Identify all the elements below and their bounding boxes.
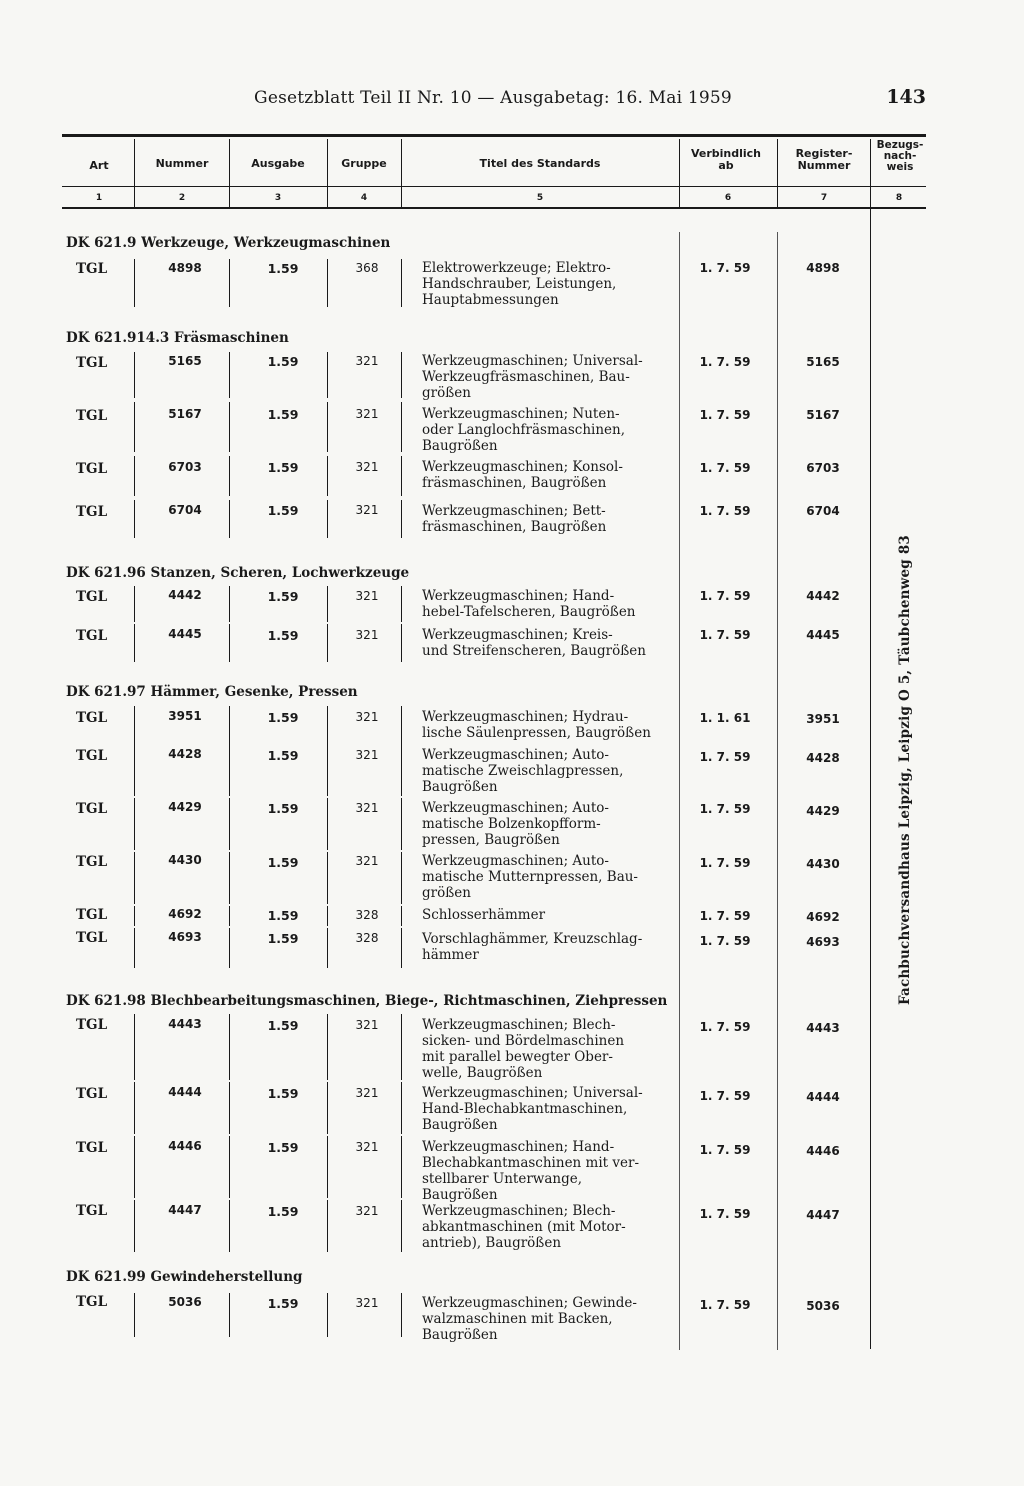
cell-register: 4444 [806,1090,840,1104]
cell-art: TGL [76,589,108,605]
cell-verbindlich: 1. 7. 59 [699,1020,751,1034]
cell-nummer: 3951 [168,709,202,723]
row-sep [327,852,328,904]
row-sep [229,852,230,904]
cell-register: 6703 [806,461,840,475]
head-sep [401,139,402,209]
cell-gruppe: 321 [355,1296,379,1310]
row-sep [327,744,328,796]
cell-register: 4442 [806,589,840,603]
cell-nummer: 4446 [168,1139,202,1153]
cell-art: TGL [76,504,108,520]
cell-nummer: 5036 [168,1295,202,1309]
row-sep [401,1014,402,1080]
cell-titel: Werkzeugmaschinen; Hand- hebel-Tafelscheren, Baugrößen [422,588,636,620]
cell-nummer: 6704 [168,503,202,517]
row-sep [229,1293,230,1337]
cell-ausgabe: 1.59 [267,1086,299,1101]
cell-register: 4898 [806,261,840,275]
col-num-2: 2 [178,193,186,203]
row-sep [401,744,402,796]
cell-register: 5036 [806,1299,840,1313]
row-sep [401,798,402,850]
cell-verbindlich: 1. 7. 59 [699,1207,751,1221]
row-sep [229,1136,230,1198]
row-sep [327,1293,328,1337]
cell-nummer: 4447 [168,1203,202,1217]
numbers-rule [62,207,926,209]
row-sep [401,1293,402,1337]
cell-art: TGL [76,408,108,424]
cell-ausgabe: 1.59 [267,628,299,643]
row-sep [134,1293,135,1337]
cell-ausgabe: 1.59 [267,931,299,946]
cell-titel: Werkzeugmaschinen; Kreis- und Streifenscheren, Baugrößen [422,627,646,659]
row-sep [134,798,135,850]
section-title: DK 621.96 Stanzen, Scheren, Lochwerkzeuge [66,565,410,581]
cell-register: 4430 [806,857,840,871]
cell-ausgabe: 1.59 [267,589,299,604]
cell-nummer: 4443 [168,1017,202,1031]
row-sep [401,586,402,622]
row-sep [327,906,328,926]
cell-ausgabe: 1.59 [267,261,299,276]
head-sep [870,139,871,1349]
cell-verbindlich: 1. 7. 59 [699,802,751,816]
cell-art: TGL [76,710,108,726]
col-num-5: 5 [536,193,544,203]
cell-gruppe: 321 [355,748,379,762]
cell-nummer: 5165 [168,354,202,368]
cell-register: 4428 [806,751,840,765]
row-sep [134,1082,135,1134]
row-sep [229,744,230,796]
row-sep [401,1200,402,1252]
cell-verbindlich: 1. 7. 59 [699,909,751,923]
section-title: DK 621.9 Werkzeuge, Werkzeugmaschinen [66,235,391,251]
head-sep [327,139,328,209]
section-title: DK 621.99 Gewindeherstellung [66,1269,303,1285]
col-header-nummer: Nummer [155,157,209,170]
cell-gruppe: 321 [355,1204,379,1218]
row-sep [401,259,402,307]
cell-art: TGL [76,801,108,817]
col-num-8: 8 [895,193,903,203]
row-sep [327,1200,328,1252]
cell-nummer: 4445 [168,627,202,641]
col-num-4: 4 [360,193,368,203]
row-sep [134,1200,135,1252]
cell-gruppe: 321 [355,503,379,517]
col-num-7: 7 [820,193,828,203]
body-sep [777,232,778,1350]
cell-titel: Vorschlaghämmer, Kreuzschlag- hämmer [422,931,643,963]
row-sep [401,928,402,968]
cell-art: TGL [76,748,108,764]
cell-verbindlich: 1. 7. 59 [699,355,751,369]
cell-ausgabe: 1.59 [267,1296,299,1311]
cell-ausgabe: 1.59 [267,801,299,816]
cell-nummer: 4429 [168,800,202,814]
cell-gruppe: 321 [355,1018,379,1032]
cell-verbindlich: 1. 7. 59 [699,261,751,275]
row-sep [134,259,135,307]
cell-ausgabe: 1.59 [267,503,299,518]
publisher-sidebar [893,534,917,1006]
cell-register: 4443 [806,1021,840,1035]
row-sep [134,928,135,968]
cell-art: TGL [76,907,108,923]
cell-ausgabe: 1.59 [267,908,299,923]
cell-register: 4445 [806,628,840,642]
cell-gruppe: 321 [355,460,379,474]
cell-nummer: 4430 [168,853,202,867]
cell-titel: Werkzeugmaschinen; Nuten- oder Langlochfräsmaschinen, Baugrößen [422,406,626,454]
cell-art: TGL [76,1140,108,1156]
row-sep [327,1014,328,1080]
cell-art: TGL [76,1294,108,1310]
cell-gruppe: 321 [355,1140,379,1154]
cell-titel: Elektrowerkzeuge; Elektro- Handschrauber, Leistungen, Hauptabmessungen [422,260,617,308]
cell-verbindlich: 1. 7. 59 [699,408,751,422]
cell-ausgabe: 1.59 [267,1140,299,1155]
row-sep [327,706,328,744]
cell-ausgabe: 1.59 [267,354,299,369]
cell-register: 4692 [806,910,840,924]
section-title: DK 621.98 Blechbearbeitungsmaschinen, Biege-, Richtmaschinen, Ziehpressen [66,993,668,1009]
cell-register: 4693 [806,935,840,949]
col-header-titel: Titel des Standards [479,157,601,170]
row-sep [401,456,402,496]
cell-nummer: 4898 [168,261,202,275]
top-rule [62,134,926,137]
row-sep [327,586,328,622]
cell-art: TGL [76,261,108,277]
cell-titel: Werkzeugmaschinen; Universal- Hand-Blechabkantmaschinen, Baugrößen [422,1085,643,1133]
row-sep [134,500,135,538]
row-sep [134,456,135,496]
cell-ausgabe: 1.59 [267,710,299,725]
cell-titel: Werkzeugmaschinen; Hydrau- lische Säulenpressen, Baugrößen [422,709,651,741]
cell-titel: Werkzeugmaschinen; Auto- matische Bolzenkopfform- pressen, Baugrößen [422,800,609,848]
row-sep [401,352,402,398]
head-sep [134,139,135,209]
cell-verbindlich: 1. 7. 59 [699,856,751,870]
cell-gruppe: 321 [355,801,379,815]
cell-art: TGL [76,355,108,371]
cell-ausgabe: 1.59 [267,460,299,475]
row-sep [401,402,402,452]
cell-verbindlich: 1. 7. 59 [699,628,751,642]
cell-gruppe: 321 [355,354,379,368]
row-sep [229,706,230,744]
row-sep [229,456,230,496]
col-header-gruppe: Gruppe [341,157,387,170]
cell-gruppe: 321 [355,407,379,421]
row-sep [327,798,328,850]
cell-nummer: 6703 [168,460,202,474]
cell-titel: Werkzeugmaschinen; Auto- matische Mutternpressen, Bau- größen [422,853,638,901]
cell-nummer: 4428 [168,747,202,761]
cell-verbindlich: 1. 7. 59 [699,1089,751,1103]
page-header [60,86,926,114]
row-sep [134,586,135,622]
cell-art: TGL [76,628,108,644]
cell-ausgabe: 1.59 [267,407,299,422]
cell-ausgabe: 1.59 [267,748,299,763]
col-header-verbindlich: Verbindlich ab [690,147,762,172]
row-sep [327,402,328,452]
cell-titel: Schlosserhämmer [422,907,546,923]
row-sep [229,352,230,398]
row-sep [401,1082,402,1134]
row-sep [229,906,230,926]
col-num-3: 3 [274,193,282,203]
row-sep [229,402,230,452]
cell-register: 5165 [806,355,840,369]
cell-gruppe: 321 [355,1086,379,1100]
cell-register: 4447 [806,1208,840,1222]
cell-register: 6704 [806,504,840,518]
col-num-6: 6 [724,193,732,203]
cell-register: 3951 [806,712,840,726]
cell-titel: Werkzeugmaschinen; Auto- matische Zweischlagpressen, Baugrößen [422,747,624,795]
col-num-1: 1 [95,193,103,203]
row-sep [134,352,135,398]
cell-gruppe: 321 [355,589,379,603]
cell-nummer: 4693 [168,930,202,944]
col-header-register: Register-Nummer [795,147,853,172]
cell-titel: Werkzeugmaschinen; Gewinde- walzmaschinen mit Backen, Baugrößen [422,1295,637,1343]
cell-art: TGL [76,461,108,477]
row-sep [229,1200,230,1252]
row-sep [134,744,135,796]
cell-art: TGL [76,854,108,870]
cell-gruppe: 328 [355,908,379,922]
body-sep [679,232,680,1350]
row-sep [134,706,135,744]
row-sep [401,500,402,538]
cell-gruppe: 321 [355,854,379,868]
publisher-address: Fachbuchversandhaus Leipzig, Leipzig O 5, Täubchenweg 83 [897,534,913,1006]
head-sep [679,139,680,209]
section-title: DK 621.97 Hämmer, Gesenke, Pressen [66,684,358,700]
cell-titel: Werkzeugmaschinen; Blech- sicken- und Bördelmaschinen mit parallel bewegter Ober- welle, Baugrößen [422,1017,625,1081]
row-sep [327,1136,328,1198]
row-sep [134,624,135,662]
head-sep [229,139,230,209]
row-sep [327,928,328,968]
row-sep [327,1082,328,1134]
col-header-ausgabe: Ausgabe [251,157,305,170]
row-sep [327,624,328,662]
cell-nummer: 4692 [168,907,202,921]
row-sep [401,706,402,744]
cell-art: TGL [76,1086,108,1102]
cell-art: TGL [76,1203,108,1219]
row-sep [401,906,402,926]
head-sep [777,139,778,209]
cell-titel: Werkzeugmaschinen; Bett- fräsmaschinen, Baugrößen [422,503,607,535]
row-sep [134,1136,135,1198]
row-sep [327,456,328,496]
row-sep [134,852,135,904]
cell-titel: Werkzeugmaschinen; Universal- Werkzeugfräsmaschinen, Bau- größen [422,353,643,401]
cell-ausgabe: 1.59 [267,1204,299,1219]
cell-verbindlich: 1. 7. 59 [699,1143,751,1157]
cell-nummer: 5167 [168,407,202,421]
cell-ausgabe: 1.59 [267,855,299,870]
row-sep [134,906,135,926]
head-rule [62,186,926,187]
row-sep [134,1014,135,1080]
row-sep [229,259,230,307]
cell-verbindlich: 1. 7. 59 [699,504,751,518]
row-sep [401,1136,402,1198]
cell-nummer: 4444 [168,1085,202,1099]
cell-gruppe: 368 [355,261,379,275]
row-sep [229,500,230,538]
section-title: DK 621.914.3 Fräsmaschinen [66,330,289,346]
cell-gruppe: 321 [355,710,379,724]
row-sep [401,852,402,904]
cell-titel: Werkzeugmaschinen; Blech- abkantmaschinen (mit Motor- antrieb), Baugrößen [422,1203,626,1251]
cell-nummer: 4442 [168,588,202,602]
cell-register: 5167 [806,408,840,422]
cell-verbindlich: 1. 1. 61 [699,711,751,725]
cell-art: TGL [76,930,108,946]
cell-ausgabe: 1.59 [267,1018,299,1033]
cell-titel: Werkzeugmaschinen; Hand- Blechabkantmaschinen mit ver- stellbarer Unterwange, Baugrößen [422,1139,640,1203]
cell-verbindlich: 1. 7. 59 [699,934,751,948]
cell-verbindlich: 1. 7. 59 [699,461,751,475]
row-sep [229,798,230,850]
row-sep [229,1014,230,1080]
cell-titel: Werkzeugmaschinen; Konsol- fräsmaschinen, Baugrößen [422,459,623,491]
row-sep [327,352,328,398]
row-sep [401,624,402,662]
header-title: Gesetzblatt Teil II Nr. 10 — Ausgabetag: 16. Mai 1959 [254,88,732,108]
row-sep [229,1082,230,1134]
row-sep [327,259,328,307]
cell-register: 4429 [806,804,840,818]
cell-verbindlich: 1. 7. 59 [699,589,751,603]
row-sep [229,624,230,662]
row-sep [327,500,328,538]
cell-verbindlich: 1. 7. 59 [699,750,751,764]
cell-art: TGL [76,1017,108,1033]
cell-gruppe: 328 [355,931,379,945]
col-header-art: Art [89,159,109,172]
page-number: 143 [886,86,926,108]
row-sep [229,586,230,622]
row-sep [134,402,135,452]
cell-register: 4446 [806,1144,840,1158]
col-header-bezug: Bezugs-nach-weis [876,139,924,173]
row-sep [229,928,230,968]
cell-gruppe: 321 [355,628,379,642]
cell-verbindlich: 1. 7. 59 [699,1298,751,1312]
